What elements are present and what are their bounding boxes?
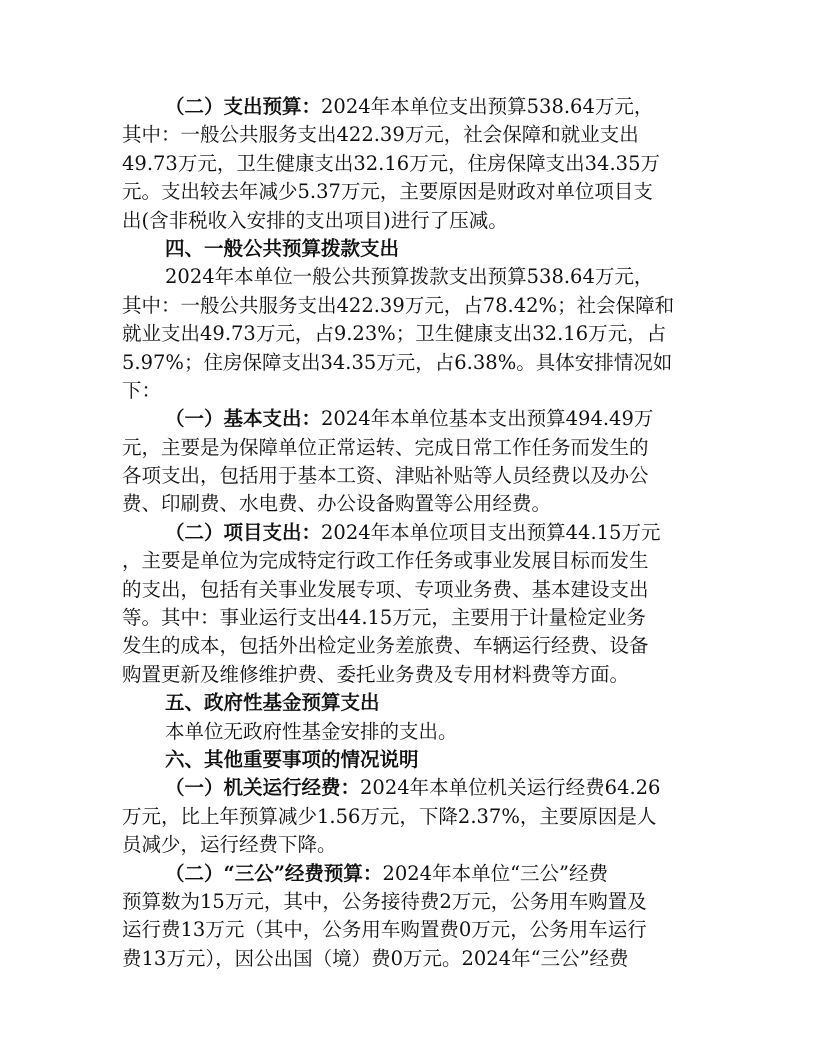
project-spending-line-6: 购置更新及维修维护费、委托业务费及专用材料费等方面。 <box>122 662 630 686</box>
project-spending-line-4: 等。其中：事业运行支出44.15万元，主要用于计量检定业务 <box>122 606 646 630</box>
spending-budget-line-4: 元。支出较去年减少5.37万元，主要原因是财政对单位项目支 <box>122 180 653 204</box>
three-public-line-3: 运行费13万元（其中，公务用车购置费0万元，公务用车运行 <box>122 918 647 942</box>
section-4-line-1: 2024年本单位一般公共预算拨款支出预算538.64万元， <box>165 265 654 289</box>
three-public-line-1 <box>122 860 702 888</box>
operating-costs-line-3: 员减少，运行经费下降。 <box>122 833 337 857</box>
project-spending-line-1 <box>122 519 702 547</box>
section-5-title: 五、政府性基金预算支出 <box>165 691 380 715</box>
basic-spending-line-2: 元，主要是为保障单位正常运转、完成日常工作任务而发生的 <box>122 435 649 459</box>
spending-budget-text: 2024年本单位支出预算538.64万元， <box>321 95 654 118</box>
operating-costs-heading: （一）机关运行经费： <box>165 776 361 800</box>
project-spending-heading: （二）项目支出： <box>165 520 322 544</box>
section-4-line-3: 就业支出49.73万元，占9.23%；卫生健康支出32.16万元，占 <box>122 322 667 346</box>
section-6-title: 六、其他重要事项的情况说明 <box>165 747 419 771</box>
basic-spending-line-4: 费、印刷费、水电费、办公设备购置等公用经费。 <box>122 492 552 516</box>
three-public-heading: （二）“三公”经费预算： <box>165 861 383 885</box>
basic-spending-line-1 <box>122 405 702 433</box>
section-4-line-5: 下： <box>122 378 162 402</box>
basic-spending-text: 2024年本单位基本支出预算494.49万 <box>321 407 654 431</box>
document-body <box>122 93 702 973</box>
spending-budget-line-1 <box>122 93 702 121</box>
section-4-line-4: 5.97%；住房保障支出34.35万元，占6.38%。具体安排情况如 <box>122 350 673 374</box>
project-spending-line-3: 的支出，包括有关事业发展专项、专项业务费、基本建设支出 <box>122 577 649 601</box>
section-4-line-2: 其中：一般公共服务支出422.39万元，占78.42%；社会保障和 <box>122 293 675 317</box>
three-public-line-4: 费13万元），因公出国（境）费0万元。2024年“三公”经费 <box>122 946 629 970</box>
project-spending-text: 2024年本单位项目支出预算44.15万元 <box>321 520 661 544</box>
spending-budget-line-3: 49.73万元，卫生健康支出32.16万元，住房保障支出34.35万 <box>122 151 660 175</box>
three-public-line-2: 预算数为15万元，其中，公务接待费2万元，公务用车购置及 <box>122 889 647 913</box>
operating-costs-text: 2024年本单位机关运行经费64.26 <box>360 776 661 800</box>
section-5-line-1: 本单位无政府性基金安排的支出。 <box>165 719 458 743</box>
basic-spending-heading: （一）基本支出： <box>165 407 322 431</box>
project-spending-line-5: 发生的成本，包括外出检定业务差旅费、车辆运行经费、设备 <box>122 634 649 658</box>
operating-costs-line-1 <box>122 774 702 802</box>
section-4-title: 四、一般公共预算拨款支出 <box>165 236 400 260</box>
three-public-text: 2024年本单位“三公”经费 <box>382 861 609 885</box>
operating-costs-line-2: 万元，比上年预算减少1.56万元，下降2.37%，主要原因是人 <box>122 804 657 828</box>
spending-budget-line-2: 其中：一般公共服务支出422.39万元，社会保障和就业支出 <box>122 123 639 147</box>
basic-spending-line-3: 各项支出，包括用于基本工资、津贴补贴等人员经费以及办公 <box>122 464 649 488</box>
project-spending-line-2: ，主要是单位为完成特定行政工作任务或事业发展目标而发生 <box>122 549 649 573</box>
spending-budget-heading: （二）支出预算： <box>165 95 322 118</box>
spending-budget-line-5: 出(含非税收入安排的支出项目)进行了压减。 <box>122 208 508 232</box>
